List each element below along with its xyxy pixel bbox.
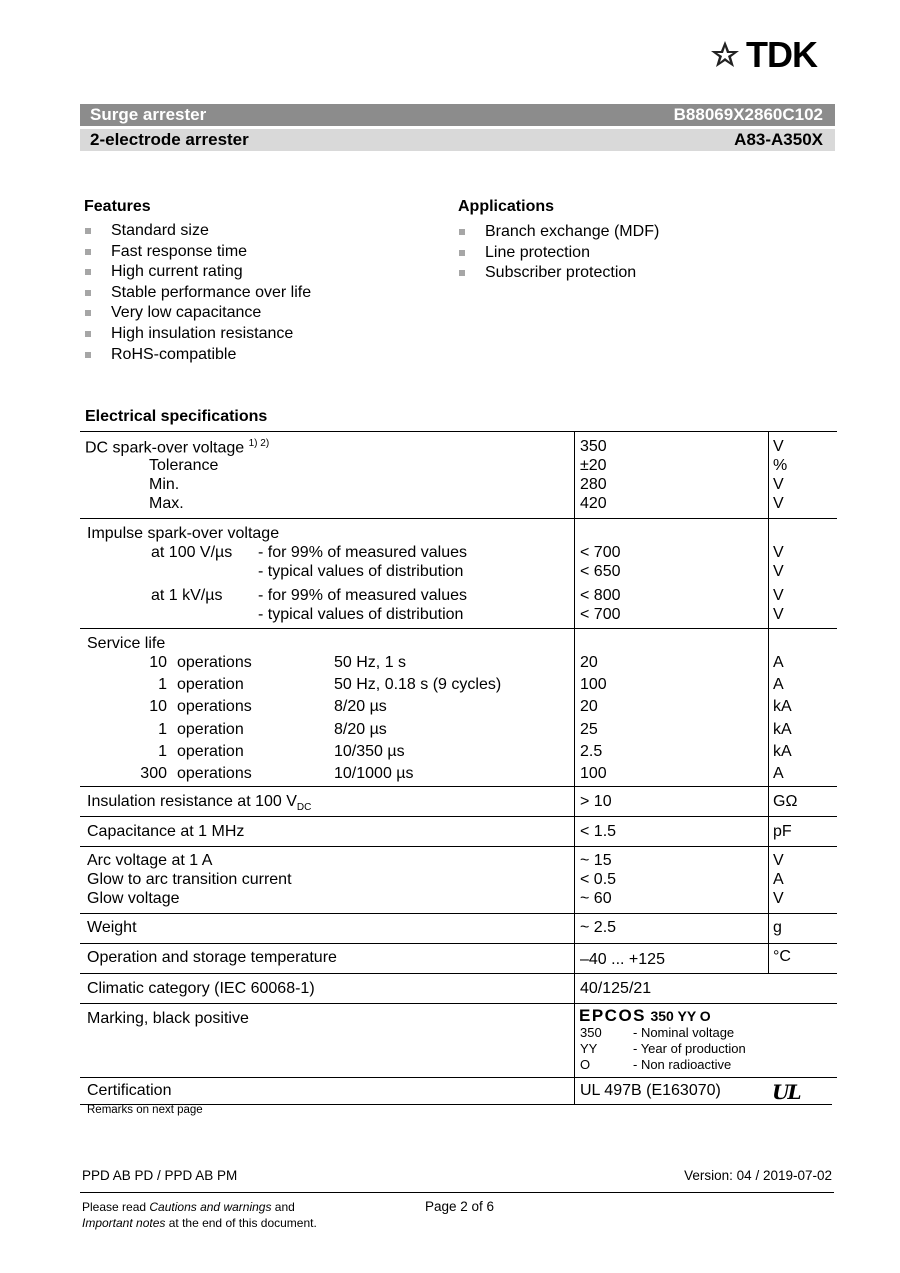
arc-row	[80, 847, 837, 914]
marking-code: 350 YY O	[650, 1008, 711, 1024]
service-op: operation	[177, 676, 244, 694]
tdk-emblem-icon	[708, 39, 742, 73]
impulse-unit-2b: V	[773, 606, 784, 623]
list-item	[84, 221, 311, 242]
bullet-icon	[85, 352, 91, 358]
dc-tolerance-unit: %	[773, 457, 788, 474]
list-item	[84, 283, 311, 304]
glow-arc-label: Glow to arc transition current	[87, 871, 292, 888]
footer-dept: PPD AB PD / PPD AB PM	[82, 1168, 238, 1183]
list-item-label: RoHS-compatible	[111, 345, 237, 363]
list-item-label: Stable performance over life	[111, 283, 312, 301]
marking-key-3: O	[580, 1057, 591, 1072]
service-op: operations	[177, 698, 252, 716]
bullet-icon	[85, 249, 91, 255]
features-title: Features	[84, 198, 151, 215]
service-value: 25	[580, 720, 598, 738]
list-item-label: Very low capacitance	[111, 304, 262, 322]
service-unit: A	[773, 676, 784, 694]
impulse-label: Impulse spark-over voltage	[87, 525, 280, 542]
applications-title: Applications	[458, 198, 555, 215]
service-unit: A	[773, 654, 784, 671]
electrical-title: Electrical specifications	[85, 408, 268, 425]
dc-max-label: Max.	[149, 495, 184, 512]
service-unit: kA	[773, 698, 792, 716]
marking-desc-3: - Non radioactive	[633, 1057, 732, 1072]
impulse-row	[80, 519, 837, 629]
service-count: 1	[158, 720, 167, 738]
list-item-label: Subscriber protection	[485, 264, 637, 282]
insulation-value: > 10	[580, 793, 612, 810]
dc-min-value: 280	[580, 476, 607, 493]
applications-section	[458, 198, 659, 284]
bullet-icon	[85, 310, 91, 316]
service-count: 1	[158, 742, 167, 760]
marking-desc-1: - Nominal voltage	[633, 1025, 735, 1040]
impulse-value-2b: < 700	[580, 606, 621, 623]
temperature-row	[80, 944, 837, 974]
spec-table	[80, 431, 837, 1105]
climatic-value: 40/125/21	[580, 980, 652, 997]
impulse-unit-1a: V	[773, 544, 784, 561]
order-number: B88069X2860C102	[673, 105, 823, 124]
product-type: Surge arrester	[90, 105, 207, 124]
impulse-value-1a: < 700	[580, 544, 621, 561]
marking-label: Marking, black positive	[87, 1010, 249, 1027]
service-unit: kA	[773, 720, 792, 738]
list-item-label: Branch exchange (MDF)	[485, 223, 660, 240]
tdk-logo	[708, 34, 838, 78]
weight-unit: g	[773, 919, 782, 936]
service-value: 20	[580, 654, 598, 671]
service-condition: 50 Hz, 1 s	[334, 654, 407, 671]
list-item-label: High current rating	[111, 263, 243, 281]
dc-min-label: Min.	[149, 476, 180, 493]
service-condition: 10/350 µs	[334, 742, 405, 760]
dc-min-unit: V	[773, 476, 784, 493]
climatic-label: Climatic category (IEC 60068-1)	[87, 980, 315, 997]
certification-value: UL 497B (E163070)	[580, 1082, 721, 1099]
remarks-text: Remarks on next page	[87, 1104, 203, 1116]
subtitle-bar	[80, 129, 835, 151]
dc-tolerance-value: ±20	[580, 457, 607, 474]
bullet-icon	[85, 290, 91, 296]
service-condition: 50 Hz, 0.18 s (9 cycles)	[334, 676, 502, 694]
weight-value: ~ 2.5	[580, 919, 617, 936]
temperature-unit: °C	[773, 948, 791, 965]
weight-label: Weight	[87, 919, 137, 936]
bullet-icon	[85, 331, 91, 337]
marking-row	[80, 1004, 837, 1078]
series-code: A83-A350X	[734, 130, 823, 149]
service-condition: 10/1000 µs	[334, 765, 414, 782]
marking-key-1: 350	[580, 1025, 602, 1040]
marking-desc-2: - Year of production	[633, 1041, 746, 1056]
climatic-row	[80, 974, 837, 1004]
insulation-label: Insulation resistance at 100 $V_{DC}$	[87, 793, 312, 814]
service-count: 1	[158, 676, 167, 694]
impulse-value-2a: < 800	[580, 587, 621, 604]
list-item	[84, 324, 311, 345]
list-item	[458, 243, 659, 264]
service-value: 100	[580, 765, 607, 782]
footer-divider	[80, 1192, 834, 1193]
capacitance-label: Capacitance at 1 MHz	[87, 823, 245, 840]
list-item	[458, 263, 659, 284]
arc-voltage-unit: V	[773, 852, 784, 869]
footer-note: Please read Cautions and warnings and Important notes at the end of this document.	[82, 1200, 317, 1230]
dc-spark-note: 1) 2)	[248, 438, 270, 449]
list-item-label: Standard size	[111, 222, 209, 239]
service-condition: 8/20 µs	[334, 698, 387, 716]
glow-voltage-value: ~ 60	[580, 890, 612, 907]
features-list	[84, 221, 311, 365]
title-bar	[80, 104, 835, 126]
glow-voltage-label: Glow voltage	[87, 890, 180, 907]
impulse-value-1b: < 650	[580, 563, 621, 580]
service-value: 20	[580, 698, 598, 716]
service-count: 10	[149, 698, 167, 716]
epcos-logo-text: EPCOS	[579, 1006, 647, 1025]
list-item	[84, 345, 311, 366]
marking-key-2: YY	[580, 1041, 598, 1056]
bullet-icon	[85, 228, 91, 234]
list-item	[84, 303, 311, 324]
impulse-rate-1: at 100 V/µs	[151, 544, 233, 561]
footer-page: Page 2 of 6	[425, 1199, 495, 1214]
bullet-icon	[459, 250, 465, 256]
service-unit: kA	[773, 742, 792, 760]
service-value: 2.5	[580, 742, 603, 760]
certification-row	[80, 1078, 832, 1105]
dc-max-unit: V	[773, 495, 784, 512]
impulse-unit-2a: V	[773, 587, 784, 604]
service-condition: 8/20 µs	[334, 720, 387, 738]
capacitance-row	[80, 817, 837, 847]
impulse-rate-2: at 1 kV/µs	[151, 587, 223, 604]
list-item	[458, 222, 659, 243]
service-value: 100	[580, 676, 607, 694]
service-unit: A	[773, 765, 784, 782]
impulse-desc-1a: - for 99% of measured values	[258, 544, 467, 561]
service-op: operation	[177, 720, 244, 738]
impulse-unit-1b: V	[773, 563, 784, 580]
impulse-desc-2b: - typical values of distribution	[258, 606, 464, 623]
marking-example	[579, 1006, 711, 1026]
capacitance-value: < 1.5	[580, 823, 617, 840]
capacitance-unit: pF	[773, 823, 792, 840]
list-item	[84, 242, 311, 263]
dc-spark-label: DC spark-over voltage $^{1) 2)}$	[85, 438, 270, 457]
bullet-icon	[459, 229, 465, 235]
impulse-desc-1b: - typical values of distribution	[258, 563, 464, 580]
temperature-label: Operation and storage temperature	[87, 949, 337, 966]
service-life-label: Service life	[87, 635, 166, 652]
service-count: 10	[149, 654, 167, 671]
service-op: operation	[177, 742, 244, 760]
glow-voltage-unit: V	[773, 890, 784, 907]
dc-max-value: 420	[580, 495, 607, 512]
dc-tolerance-label: Tolerance	[149, 457, 219, 474]
applications-list	[458, 222, 659, 284]
list-item-label: Fast response time	[111, 242, 248, 260]
certification-label: Certification	[87, 1082, 172, 1099]
bullet-icon	[85, 269, 91, 275]
service-life-row	[80, 629, 837, 787]
service-op: operations	[177, 654, 252, 671]
footer-version: Version: 04 / 2019-07-02	[684, 1168, 832, 1183]
features-section	[84, 198, 311, 365]
bullet-icon	[459, 270, 465, 276]
insulation-unit: GΩ	[773, 793, 798, 810]
temperature-value: –40 ... +125	[580, 951, 665, 968]
product-subtitle: 2-electrode arrester	[90, 130, 249, 149]
list-item-label: High insulation resistance	[111, 324, 294, 342]
insulation-row	[80, 787, 837, 817]
dc-spark-row	[80, 431, 837, 519]
service-op: operations	[177, 765, 252, 782]
list-item	[84, 262, 311, 283]
dc-nominal-unit: V	[773, 438, 784, 455]
ul-mark-icon: UL	[772, 1080, 800, 1104]
service-count: 300	[140, 765, 167, 782]
logo-text: TDK	[746, 34, 817, 75]
glow-arc-value: < 0.5	[580, 871, 617, 888]
weight-row	[80, 914, 837, 944]
list-item-label: Line protection	[485, 243, 590, 261]
arc-voltage-label: Arc voltage at 1 A	[87, 852, 213, 869]
arc-voltage-value: ~ 15	[580, 852, 612, 869]
glow-arc-unit: A	[773, 871, 784, 888]
impulse-desc-2a: - for 99% of measured values	[258, 587, 467, 604]
dc-nominal-value: 350	[580, 438, 607, 455]
